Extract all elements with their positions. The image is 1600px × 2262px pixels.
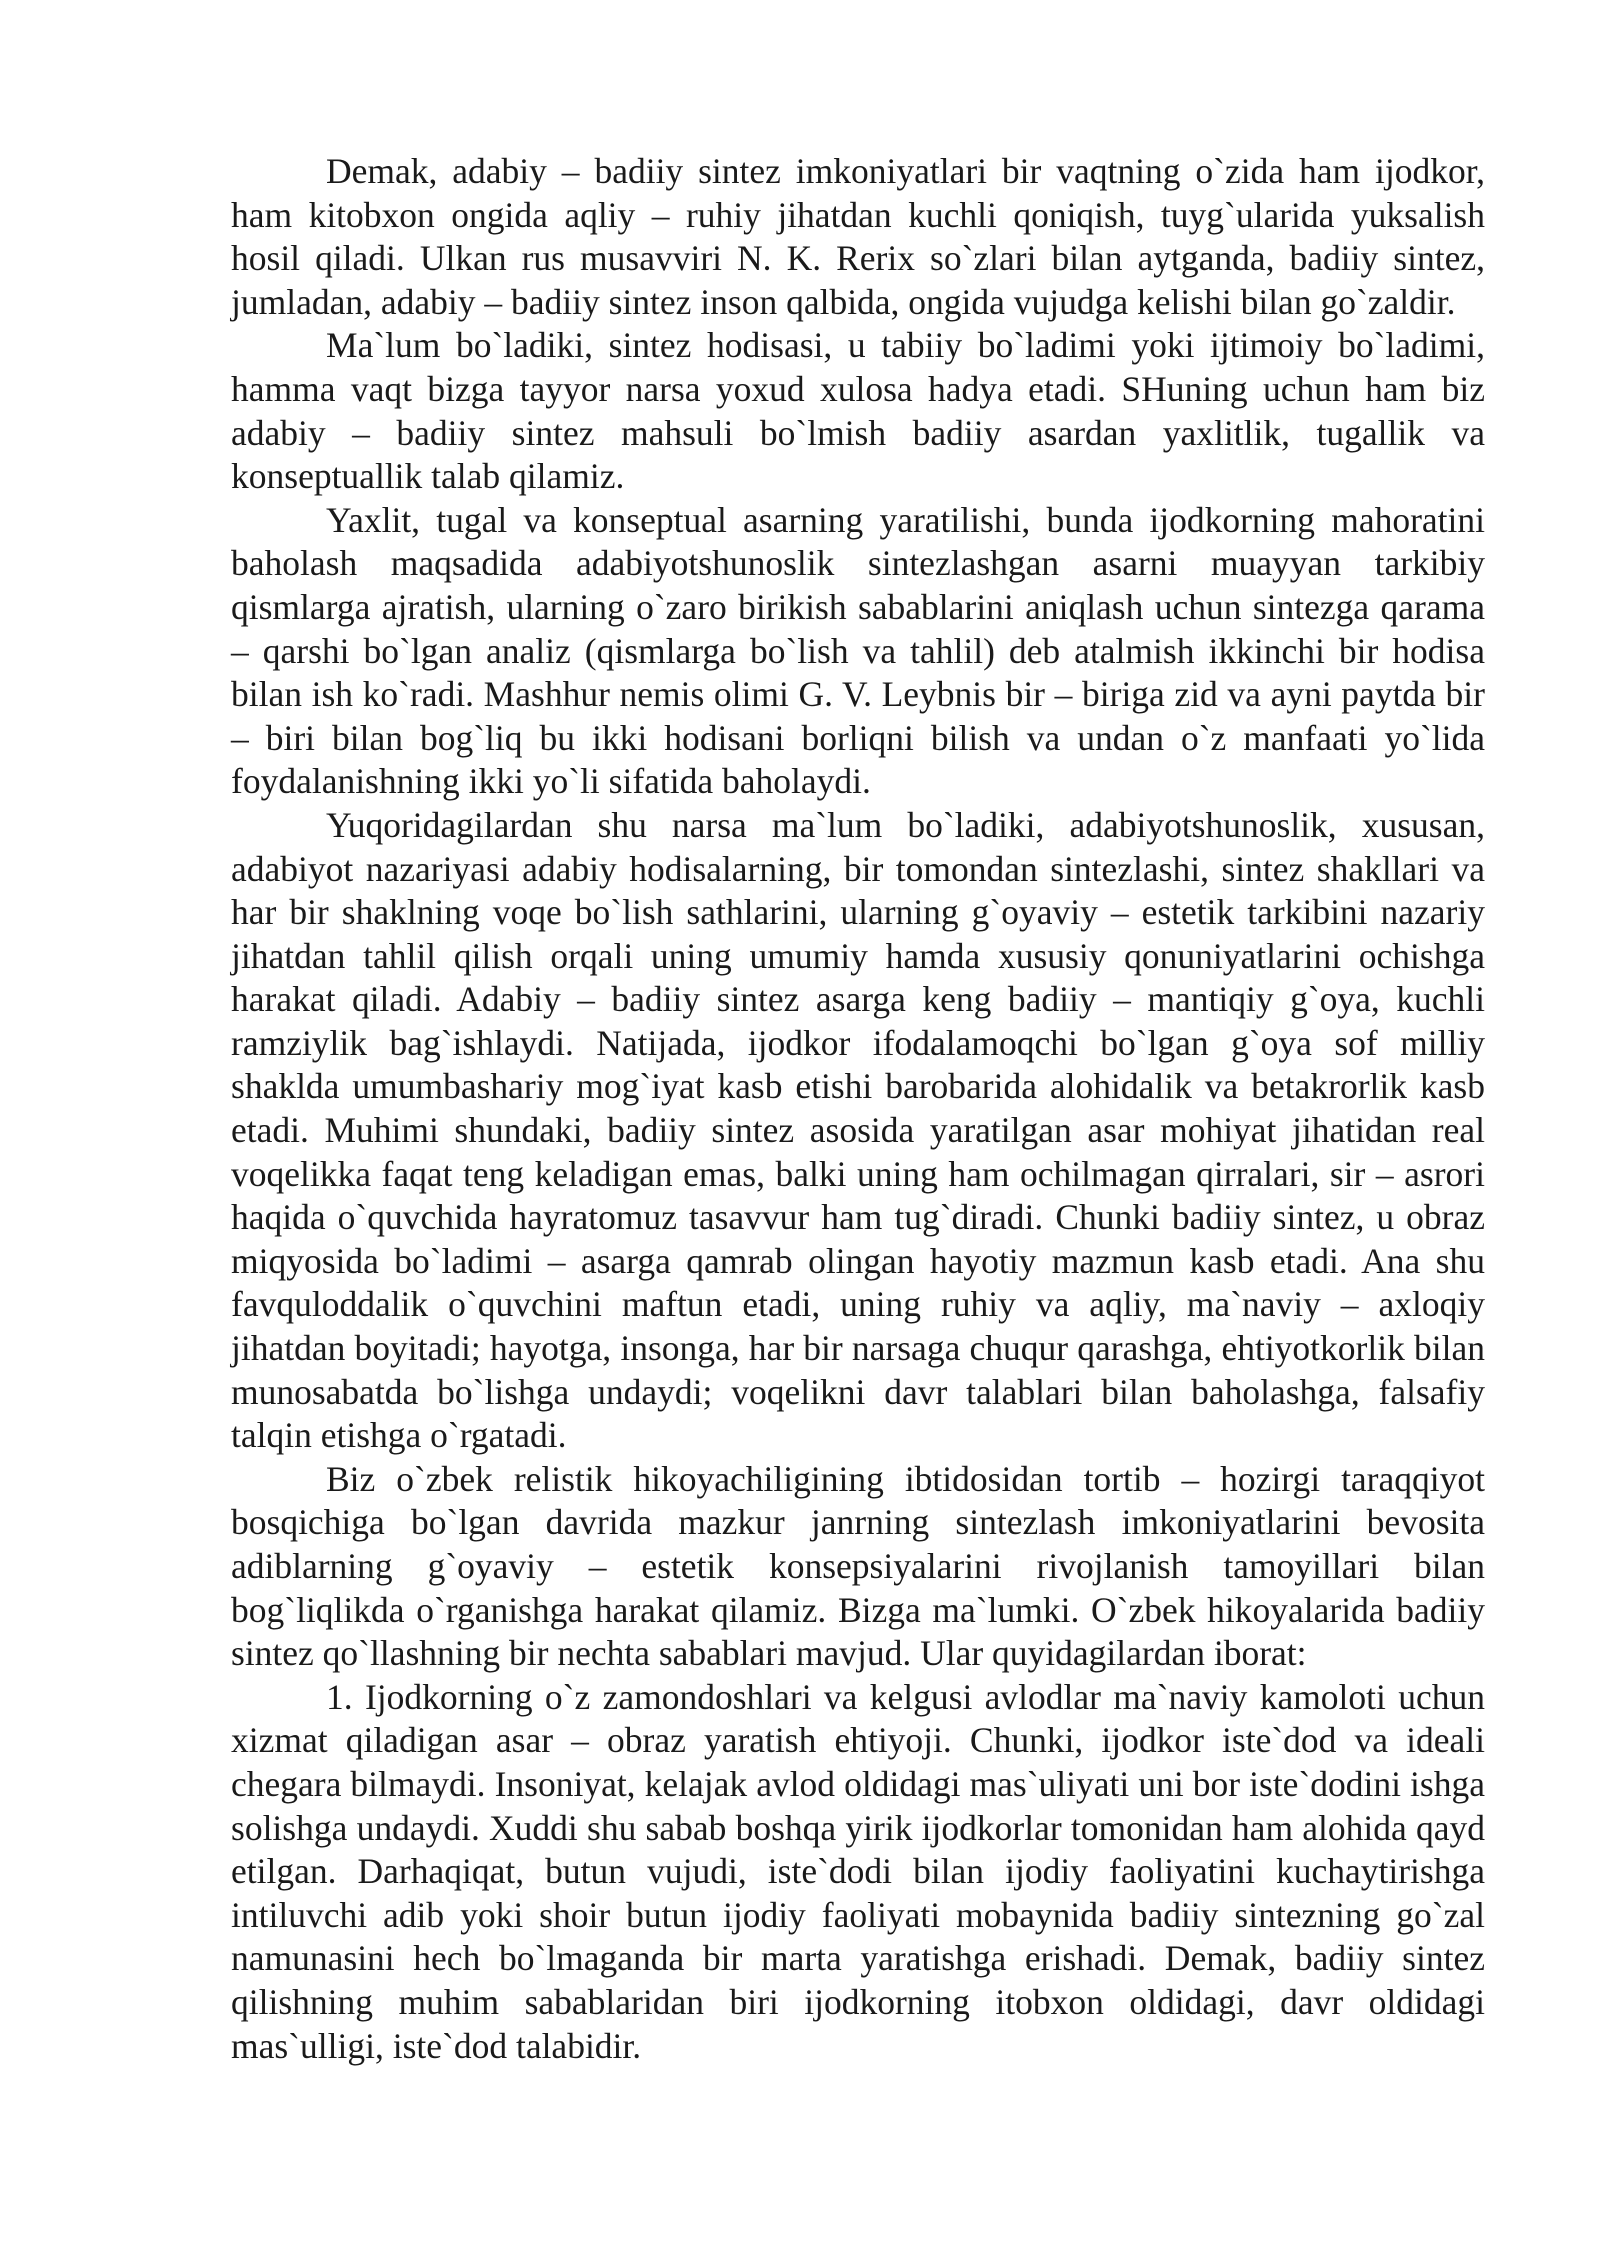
- paragraph-3: Yaxlit, tugal va konseptual asarning yaratilishi, bunda ijodkorning mahoratini baholash maqsadida adabiyotshunoslik sintezlashgan asarni muayyan tarkibiy qismlarga ajratish, ularning o`zaro birikish sabablarini aniqlash uchun sintezga qarama – qarshi bo`lgan analiz (qismlarga bo`lish va tahlil) deb atalmish ikkinchi bir hodisa bilan ish ko`radi. Mashhur nemis olimi G. V. Leybnis bir – biriga zid va ayni paytda bir – biri bilan bog`liq bu ikki hodisani borliqni bilish va undan o`z manfaati yo`lida foydalanishning ikki yo`li sifatida baholaydi.: [231, 499, 1485, 802]
- paragraph-2: Ma`lum bo`ladiki, sintez hodisasi, u tabiiy bo`ladimi yoki ijtimoiy bo`ladimi, hamma vaqt bizga tayyor narsa yoxud xulosa hadya etadi. SHuning uchun ham biz adabiy – badiiy sintez mahsuli bo`lmish badiiy asardan yaxlitlik, tugallik va konseptuallik talab qilamiz.: [231, 325, 1485, 497]
- paragraph-6: 1. Ijodkorning o`z zamondoshlari va kelgusi avlodlar ma`naviy kamoloti uchun xizmat qiladigan asar – obraz yaratish ehtiyoji. Chunki, ijodkor iste`dod va ideali chegara bilmaydi. Insoniyat, kelajak avlod oldidagi mas`uliyati uni bor iste`dodini ishga solishga undaydi. Xuddi shu sabab boshqa yirik ijodkorlar tomonidan ham alohida qayd etilgan. Darhaqiqat, butun vujudi, iste`dodi bilan ijodiy faoliyatini kuchaytirishga intiluvchi adib yoki shoir butun ijodiy faoliyati mobaynida badiiy sintezning go`zal namunasini hech bo`lmaganda bir marta yaratishga erishadi. Demak, badiiy sintez qilishning muhim sabablaridan biri ijodkorning itobxon oldidagi, davr oldidagi mas`ulligi, iste`dod talabidir.: [231, 1676, 1485, 2066]
- paragraph-1: Demak, adabiy – badiiy sintez imkoniyatlari bir vaqtning o`zida ham ijodkor, ham kitobxon ongida aqliy – ruhiy jihatdan kuchli qoniqish, tuyg`ularida yuksalish hosil qiladi. Ulkan rus musavviri N. K. Rerix so`zlari bilan aytganda, badiiy sintez, jumladan, adabiy – badiiy sintez inson qalbida, ongida vujudga kelishi bilan go`zaldir.: [231, 151, 1485, 322]
- paragraph-4: Yuqoridagilardan shu narsa ma`lum bo`ladiki, adabiyotshunoslik, xususan, adabiyot nazariyasi adabiy hodisalarning, bir tomondan sintezlashi, sintez shakllari va har bir shaklning voqe bo`lish sathlarini, ularning g`oyaviy – estetik tarkibini nazariy jihatdan tahlil qilish orqali uning umumiy hamda xususiy qonuniyatlarini ochishga harakat qiladi. Adabiy – badiiy sintez asarga keng badiiy – mantiqiy g`oya, kuchli ramziylik bag`ishlaydi. Natijada, ijodkor ifodalamoqchi bo`lgan g`oya sof milliy shaklda umumbashariy mog`iyat kasb etishi barobarida alohidalik va betakrorlik kasb etadi. Muhimi shundaki, badiiy sintez asosida yaratilgan asar mohiyat jihatidan real voqelikka faqat teng keladigan emas, balki uning ham ochilmagan qirralari, sir – asrori haqida o`quvchida hayratomuz tasavvur ham tug`diradi. Chunki badiiy sintez, u obraz miqyosida bo`ladimi – asarga qamrab olingan hayotiy mazmun kasb etadi. Ana shu favquloddalik o`quvchini maftun etadi, uning ruhiy va aqliy, ma`naviy – axloqiy jihatdan boyitadi; hayotga, insonga, har bir narsaga chuqur qarashga, ehtiyotkorlik bilan munosabatda bo`lishga undaydi; voqelikni davr talablari bilan baholashga, falsafiy talqin etishga o`rgatadi.: [231, 804, 1485, 1456]
- paragraph-5: Biz o`zbek relistik hikoyachiligining ibtidosidan tortib – hozirgi taraqqiyot bosqichiga bo`lgan davrida mazkur janrning sintezlash imkoniyatlarini bevosita adiblarning g`oyaviy – estetik konsepsiyalarini rivojlanish tamoyillari bilan bog`liqlikda o`rganishga harakat qilamiz. Bizga ma`lumki. O`zbek hikoyalarida badiiy sintez qo`llashning bir nechta sabablari mavjud. Ular quyidagilardan iborat:: [231, 1458, 1485, 1674]
- document-page: [231, 150, 1485, 2068]
